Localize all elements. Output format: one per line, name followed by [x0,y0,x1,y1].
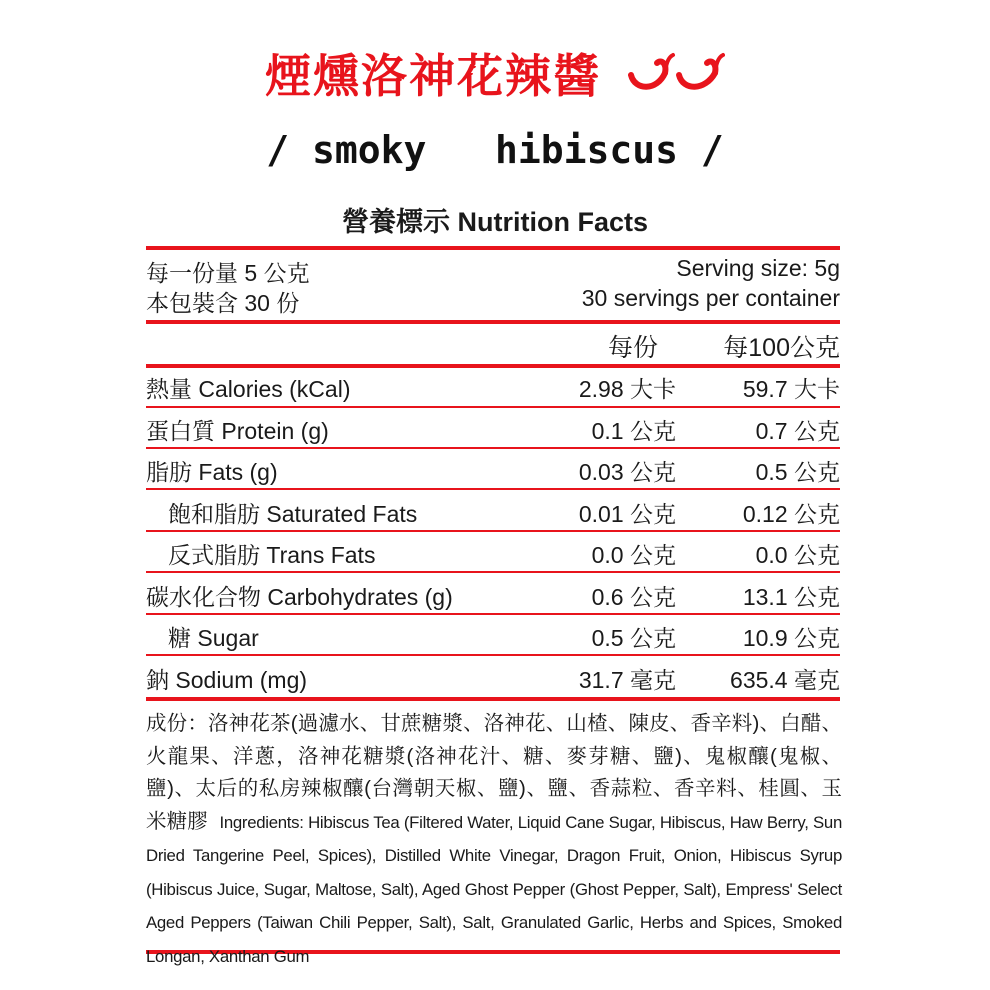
ingredients-en: Ingredients: Hibiscus Tea (Filtered Water, Liquid Cane Sugar, Hibiscus, Haw Berry, Sun Dried Tangerine Peel, Spices), Distilled White Vinegar, Dragon Fruit, Onion, Hibiscus Syrup (Hibiscus Juice, Sugar, Maltose, Salt), Aged Ghost Pepper (Ghost Pepper, Salt), Empress' Select Aged Peppers (Taiwan Chili Pepper, Salt), Salt, Granulated Garlic, Herbs and Spices, Smoked Longan, Xanthan Gum [146,812,842,966]
row-serving-calories: 2.98 大卡 [578,376,676,402]
row-per100-carbohydrates: 13.1 公克 [742,584,840,610]
ingredients-block [146,708,842,973]
chili-peppers [625,51,725,108]
product-title-text: 煙燻洛神花辣醬 [265,49,601,103]
row-divider [146,654,840,656]
row-divider [146,488,840,490]
row-label-trans-fats: 反式脂肪 Trans Fats [168,542,376,568]
rule-header-bottom [146,364,840,368]
product-subtitle: / smoky hibiscus / [266,128,724,172]
row-label-carbohydrates: 碳水化合物 Carbohydrates (g) [146,584,453,610]
column-per-serving: 每份 [607,334,658,362]
rule-table-bottom [146,697,840,701]
rule-top [146,246,840,250]
row-per100-sugar: 10.9 公克 [742,625,840,651]
row-serving-fats: 0.03 公克 [578,459,676,485]
row-serving-protein: 0.1 公克 [591,418,676,444]
row-serving-sugar: 0.5 公克 [591,625,676,651]
row-per100-trans-fats: 0.0 公克 [755,542,840,568]
row-label-protein: 蛋白質 Protein (g) [146,418,329,444]
row-divider [146,571,840,573]
chili-pepper-icon [625,51,725,97]
ingredients-zh: 成份：洛神花茶(過濾水、甘蔗糖漿、洛神花、山楂、陳皮、香辛料)、白醋、火龍果、洋蔥，洛神花糖漿(洛神花汁、糖、麥芽糖、鹽)、鬼椒釀(鬼椒、鹽)、太后的私房辣椒釀(台灣朝天椒、鹽)、鹽、香蒜粒、香辛料、桂圓、玉米糖膠 [146,712,842,833]
row-serving-sodium: 31.7 毫克 [578,667,676,693]
servings-count-en: 30 servings per container [581,285,840,311]
row-divider [146,613,840,615]
rule-serving-bottom [146,320,840,324]
row-per100-fats: 0.5 公克 [755,459,840,485]
row-divider [146,530,840,532]
nutrition-facts-heading: 營養標示 Nutrition Facts [341,207,648,237]
row-label-sugar: 糖 Sugar [168,625,259,651]
row-label-calories: 熱量 Calories (kCal) [146,376,351,402]
row-per100-saturated-fats: 0.12 公克 [742,501,840,527]
row-serving-trans-fats: 0.0 公克 [591,542,676,568]
product-title [0,40,990,108]
row-divider [146,406,840,408]
serving-size-en: Serving size: 5g [676,255,840,281]
row-serving-carbohydrates: 0.6 公克 [591,584,676,610]
column-per-100g: 每100公克 [723,334,840,362]
row-serving-saturated-fats: 0.01 公克 [578,501,676,527]
servings-count-zh: 本包裝含 30 份 [146,290,300,316]
row-per100-protein: 0.7 公克 [755,418,840,444]
row-per100-sodium: 635.4 毫克 [730,667,840,693]
row-label-fats: 脂肪 Fats (g) [146,459,278,485]
serving-size-zh: 每一份量 5 公克 [146,260,310,286]
row-divider [146,447,840,449]
row-label-sodium: 鈉 Sodium (mg) [146,667,308,693]
row-per100-calories: 59.7 大卡 [742,376,840,402]
row-label-saturated-fats: 飽和脂肪 Saturated Fats [168,501,418,527]
